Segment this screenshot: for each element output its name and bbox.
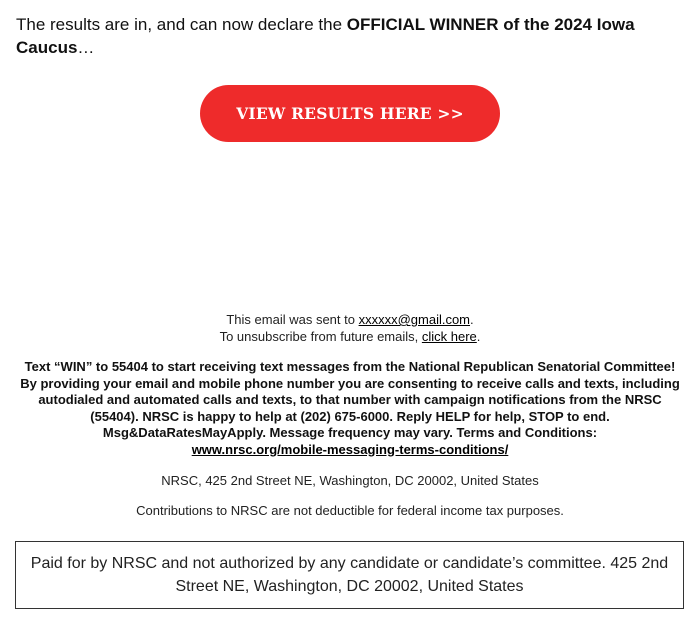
intro-ellipsis: … [77,38,95,57]
sent-to-text: This email was sent to [226,312,359,327]
terms-link[interactable]: www.nrsc.org/mobile-messaging-terms-conditions/ [191,441,509,457]
mailing-address: NRSC, 425 2nd Street NE, Washington, DC 20002, United States [161,473,539,488]
unsubscribe-link[interactable]: click here [421,329,477,344]
sent-to-line [16,311,684,328]
paid-for-text: Paid for by NRSC and not authorized by any candidate or candidate’s committee. 425 2nd Street NE, Washington, DC 20002, United States [30,555,669,595]
view-results-button[interactable]: VIEW RESULTS HERE >> [200,85,500,142]
intro-paragraph [16,13,686,59]
unsubscribe-text: To unsubscribe from future emails, [219,329,422,344]
paid-for-disclaimer-box [15,541,684,609]
unsubscribe-line [16,328,684,345]
intro-text: The results are in, and can now declare the [16,15,347,34]
sent-to-period: . [470,312,474,327]
sms-disclaimer [16,359,684,458]
recipient-email-link[interactable]: xxxxxx@gmail.com [358,312,471,327]
unsubscribe-period: . [476,329,481,344]
intro-bold-text: OFFICIAL WINNER of the 2024 Iowa Caucus [16,15,635,57]
contributions-notice: Contributions to NRSC are not deductible for federal income tax purposes. [136,503,564,518]
sms-disclaimer-text: Text “WIN” to 55404 to start receiving text messages from the National Republican Senatorial Committee! By providing your email and mobile phone number you are consenting to receive calls and texts, including autodialed and automated calls and texts, to that number with campaign notifications from the NRSC (55404). NRSC is happy to help at (202) 675-6000. Reply HELP for help, STOP to end. Msg&DataRatesMayApply. Message frequency may vary. Terms and Conditions: [20,359,680,440]
